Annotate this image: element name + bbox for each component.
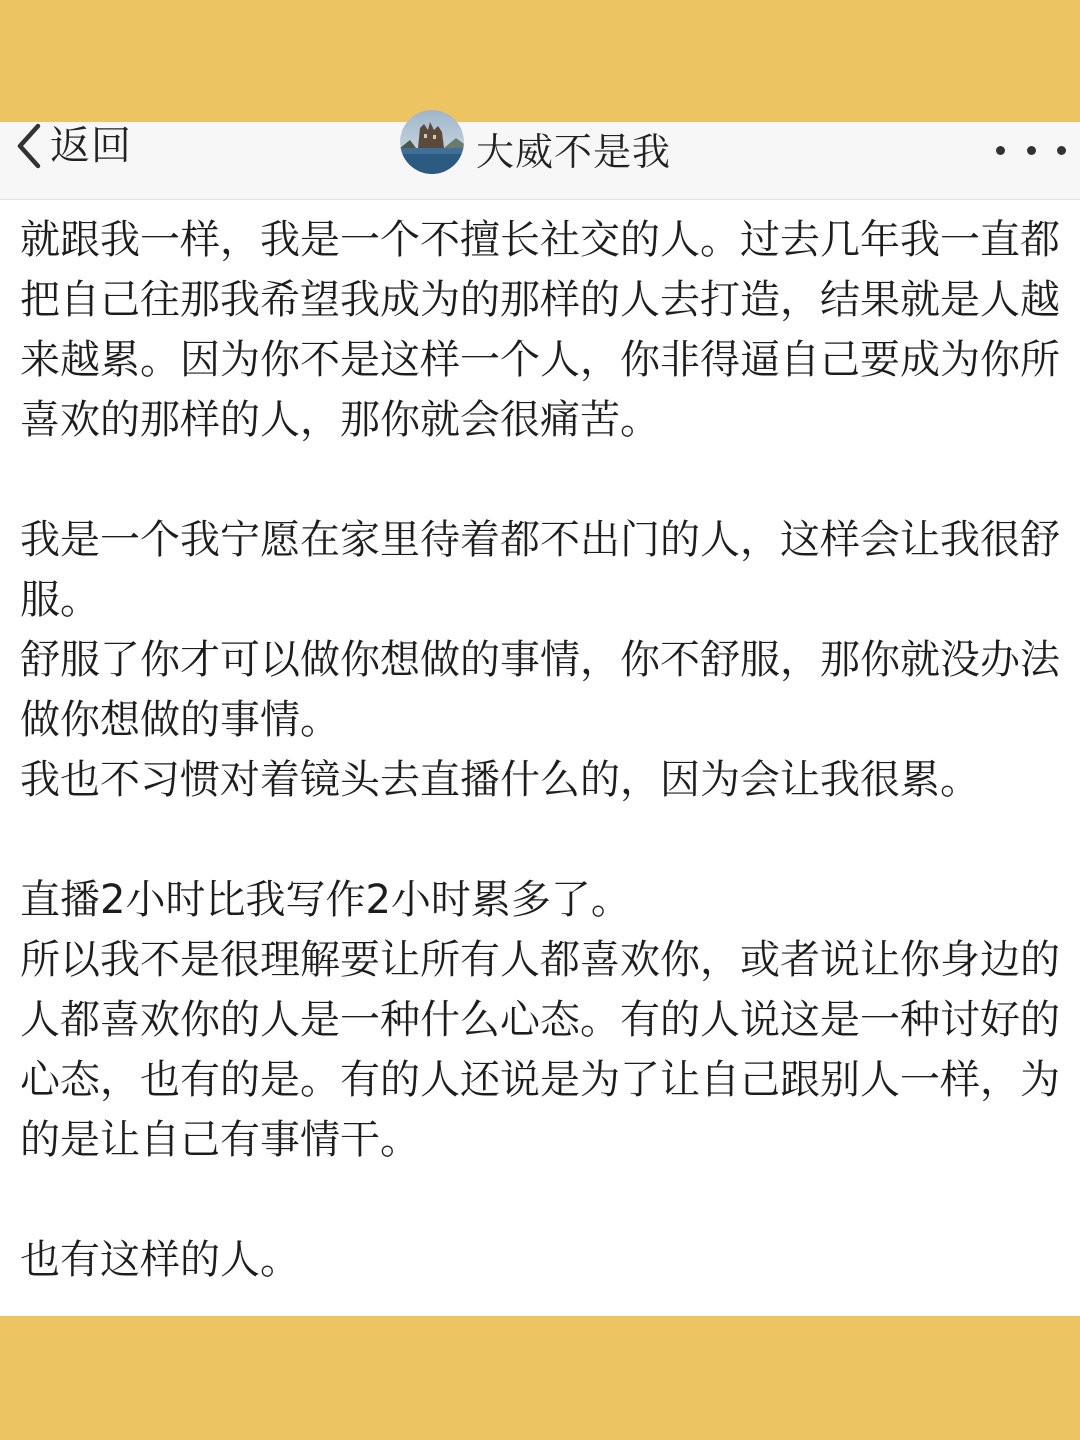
- paragraph: 也有这样的人。: [20, 1237, 300, 1283]
- paragraph: 我是一个我宁愿在家里待着都不出门的人，这样会让我很舒服。: [20, 517, 1060, 623]
- paragraph-gap: [20, 810, 1060, 870]
- paragraph: 直播2小时比我写作2小时累多了。: [20, 877, 631, 923]
- bottom-color-band: [0, 1316, 1080, 1440]
- back-button[interactable]: [10, 122, 132, 170]
- more-dots-icon: [996, 146, 1005, 155]
- more-dots-icon: [1027, 146, 1036, 155]
- page-title: 大威不是我: [476, 129, 672, 174]
- back-label: 返回: [50, 123, 132, 169]
- more-button[interactable]: [996, 130, 1066, 170]
- article-content: [0, 200, 1080, 1316]
- paragraph: 我也不习惯对着镜头去直播什么的，因为会让我很累。: [20, 757, 980, 803]
- paragraph: 就跟我一样，我是一个不擅长社交的人。过去几年我一直都把自己往那我希望我成为的那样的人去打造，结果就是人越来越累。因为你不是这样一个人，你非得逼自己要成为你所喜欢的那样的人，那你就会很痛苦。: [20, 217, 1060, 443]
- paragraph-gap: [20, 1170, 1060, 1230]
- paragraph: 所以我不是很理解要让所有人都喜欢你，或者说让你身边的人都喜欢你的人是一种什么心态。有的人说这是一种讨好的心态，也有的是。有的人还说是为了让自己跟别人一样，为的是让自己有事情干。: [20, 937, 1060, 1163]
- chevron-left-icon: [10, 122, 50, 170]
- title-group[interactable]: [400, 122, 671, 174]
- navigation-bar: [0, 122, 1080, 200]
- top-color-band: [0, 0, 1080, 122]
- avatar[interactable]: [400, 110, 464, 174]
- paragraph: 舒服了你才可以做你想做的事情，你不舒服，那你就没办法做你想做的事情。: [20, 637, 1060, 743]
- paragraph-gap: [20, 450, 1060, 510]
- more-dots-icon: [1057, 146, 1066, 155]
